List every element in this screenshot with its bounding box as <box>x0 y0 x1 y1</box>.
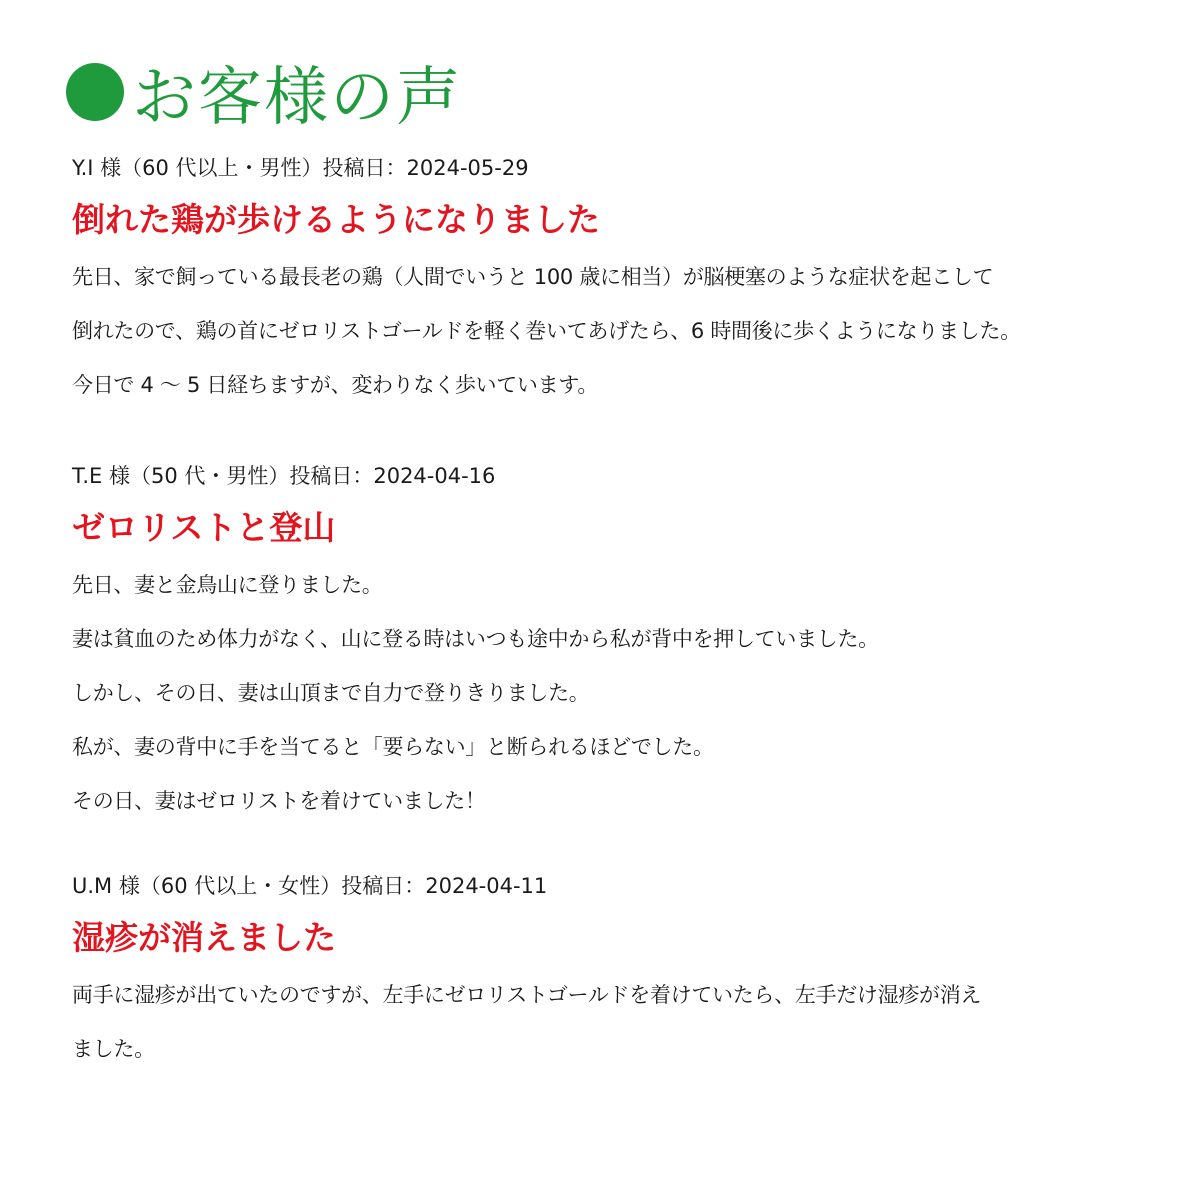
review-body-line: 両手に湿疹が出ていたのですが、左手にゼロリストゴールドを着けていたら、左手だけ湿疹が消え <box>72 983 982 1007</box>
page-title: お客様の声 <box>132 61 462 135</box>
review-body-line: 先日、妻と金鳥山に登りました。 <box>72 573 383 597</box>
review-item <box>72 154 1152 412</box>
review-title: 湿疹が消えました <box>72 918 336 957</box>
review-body <box>72 968 1152 1076</box>
review-meta: Y.I 様（60 代以上・男性）投稿日：2024-05-29 <box>72 156 529 180</box>
review-body-line: ました。 <box>72 1037 155 1061</box>
green-dot-icon <box>66 63 124 121</box>
review-body <box>72 558 1152 828</box>
review-body-line: しかし、その日、妻は山頂まで自力で登りきりました。 <box>72 681 590 705</box>
review-body-line: 倒れたので、鶏の首にゼロリストゴールドを軽く巻いてあげたら、6 時間後に歩くようになりました。 <box>72 319 1021 343</box>
review-body-line: 私が、妻の背中に手を当てると「要らない」と断られるほどでした。 <box>72 735 714 759</box>
review-meta: T.E 様（50 代・男性）投稿日：2024-04-16 <box>72 464 496 488</box>
review-body-line: その日、妻はゼロリストを着けていました！ <box>72 789 486 813</box>
review-item <box>72 462 1152 828</box>
review-meta: U.M 様（60 代以上・女性）投稿日：2024-04-11 <box>72 874 548 898</box>
review-title: 倒れた鶏が歩けるようになりました <box>72 200 600 239</box>
review-body-line: 今日で 4 ～ 5 日経ちますが、変わりなく歩いています。 <box>72 373 599 397</box>
review-title: ゼロリストと登山 <box>72 508 336 547</box>
page-header <box>66 52 462 135</box>
review-body <box>72 250 1152 412</box>
review-body-line: 先日、家で飼っている最長老の鶏（人間でいうと 100 歳に相当）が脳梗塞のような症状を起こして <box>72 265 994 289</box>
review-body-line: 妻は貧血のため体力がなく、山に登る時はいつも途中から私が背中を押していました。 <box>72 627 879 651</box>
review-item <box>72 872 1152 1076</box>
